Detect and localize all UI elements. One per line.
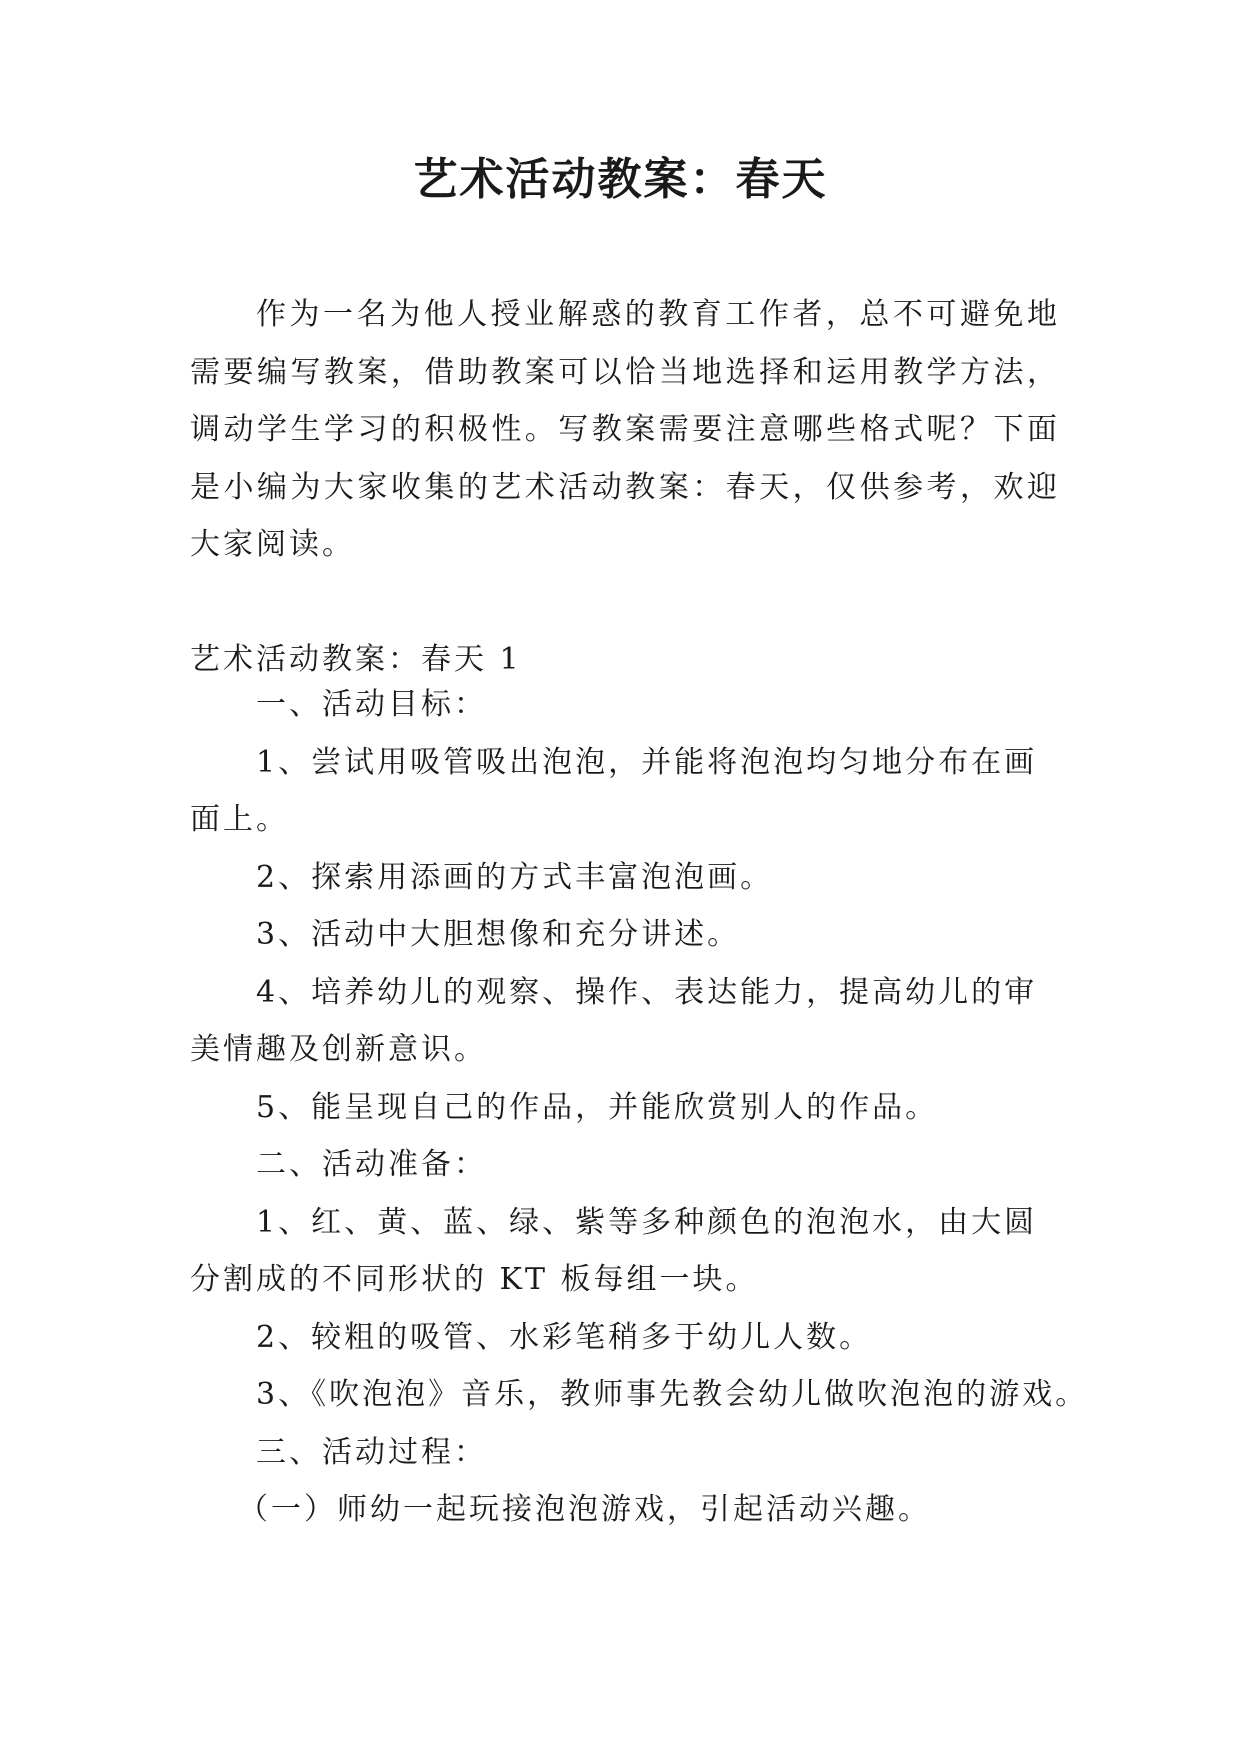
process-item-1: （一）师幼一起玩接泡泡游戏，引起活动兴趣。	[238, 1492, 931, 1527]
preparation-item-2: 2、较粗的吸管、水彩笔稍多于幼儿人数。	[256, 1319, 873, 1355]
document-title: 艺术活动教案：春天	[413, 154, 828, 205]
objective-item-4: 4、培养幼儿的观察、操作、表达能力，提高幼儿的审美情趣及创新意识。	[190, 974, 1038, 1067]
heading-preparation: 二、活动准备：	[256, 1147, 487, 1182]
objective-item-2: 2、探索用添画的方式丰富泡泡画。	[256, 859, 774, 895]
preparation-item-3: 3、《吹泡泡》音乐，教师事先教会幼儿做吹泡泡的游戏。	[256, 1377, 1089, 1412]
objective-item-5: 5、能呈现自己的作品，并能欣赏别人的作品。	[256, 1089, 939, 1125]
heading-process: 三、活动过程：	[256, 1434, 487, 1470]
heading-objectives: 一、活动目标：	[256, 687, 487, 722]
preparation-item-1: 1、红、黄、蓝、绿、紫等多种颜色的泡泡水，由大圆分割成的不同形状的 KT 板每组一块。	[190, 1204, 1038, 1297]
objective-item-1: 1、尝试用吸管吸出泡泡，并能将泡泡均匀地分布在画面上。	[190, 744, 1038, 837]
objective-item-3: 3、活动中大胆想像和充分讲述。	[256, 917, 741, 952]
section-title: 艺术活动教案：春天 1	[190, 642, 522, 677]
intro-paragraph: 作为一名为他人授业解惑的教育工作者，总不可避免地需要编写教案，借助教案可以恰当地选择和运用教学方法，调动学生学习的积极性。写教案需要注意哪些格式呢？下面是小编为大家收集的艺术活动教案：春天，仅供参考，欢迎大家阅读。	[190, 297, 1060, 562]
lesson-body	[190, 676, 1089, 1539]
